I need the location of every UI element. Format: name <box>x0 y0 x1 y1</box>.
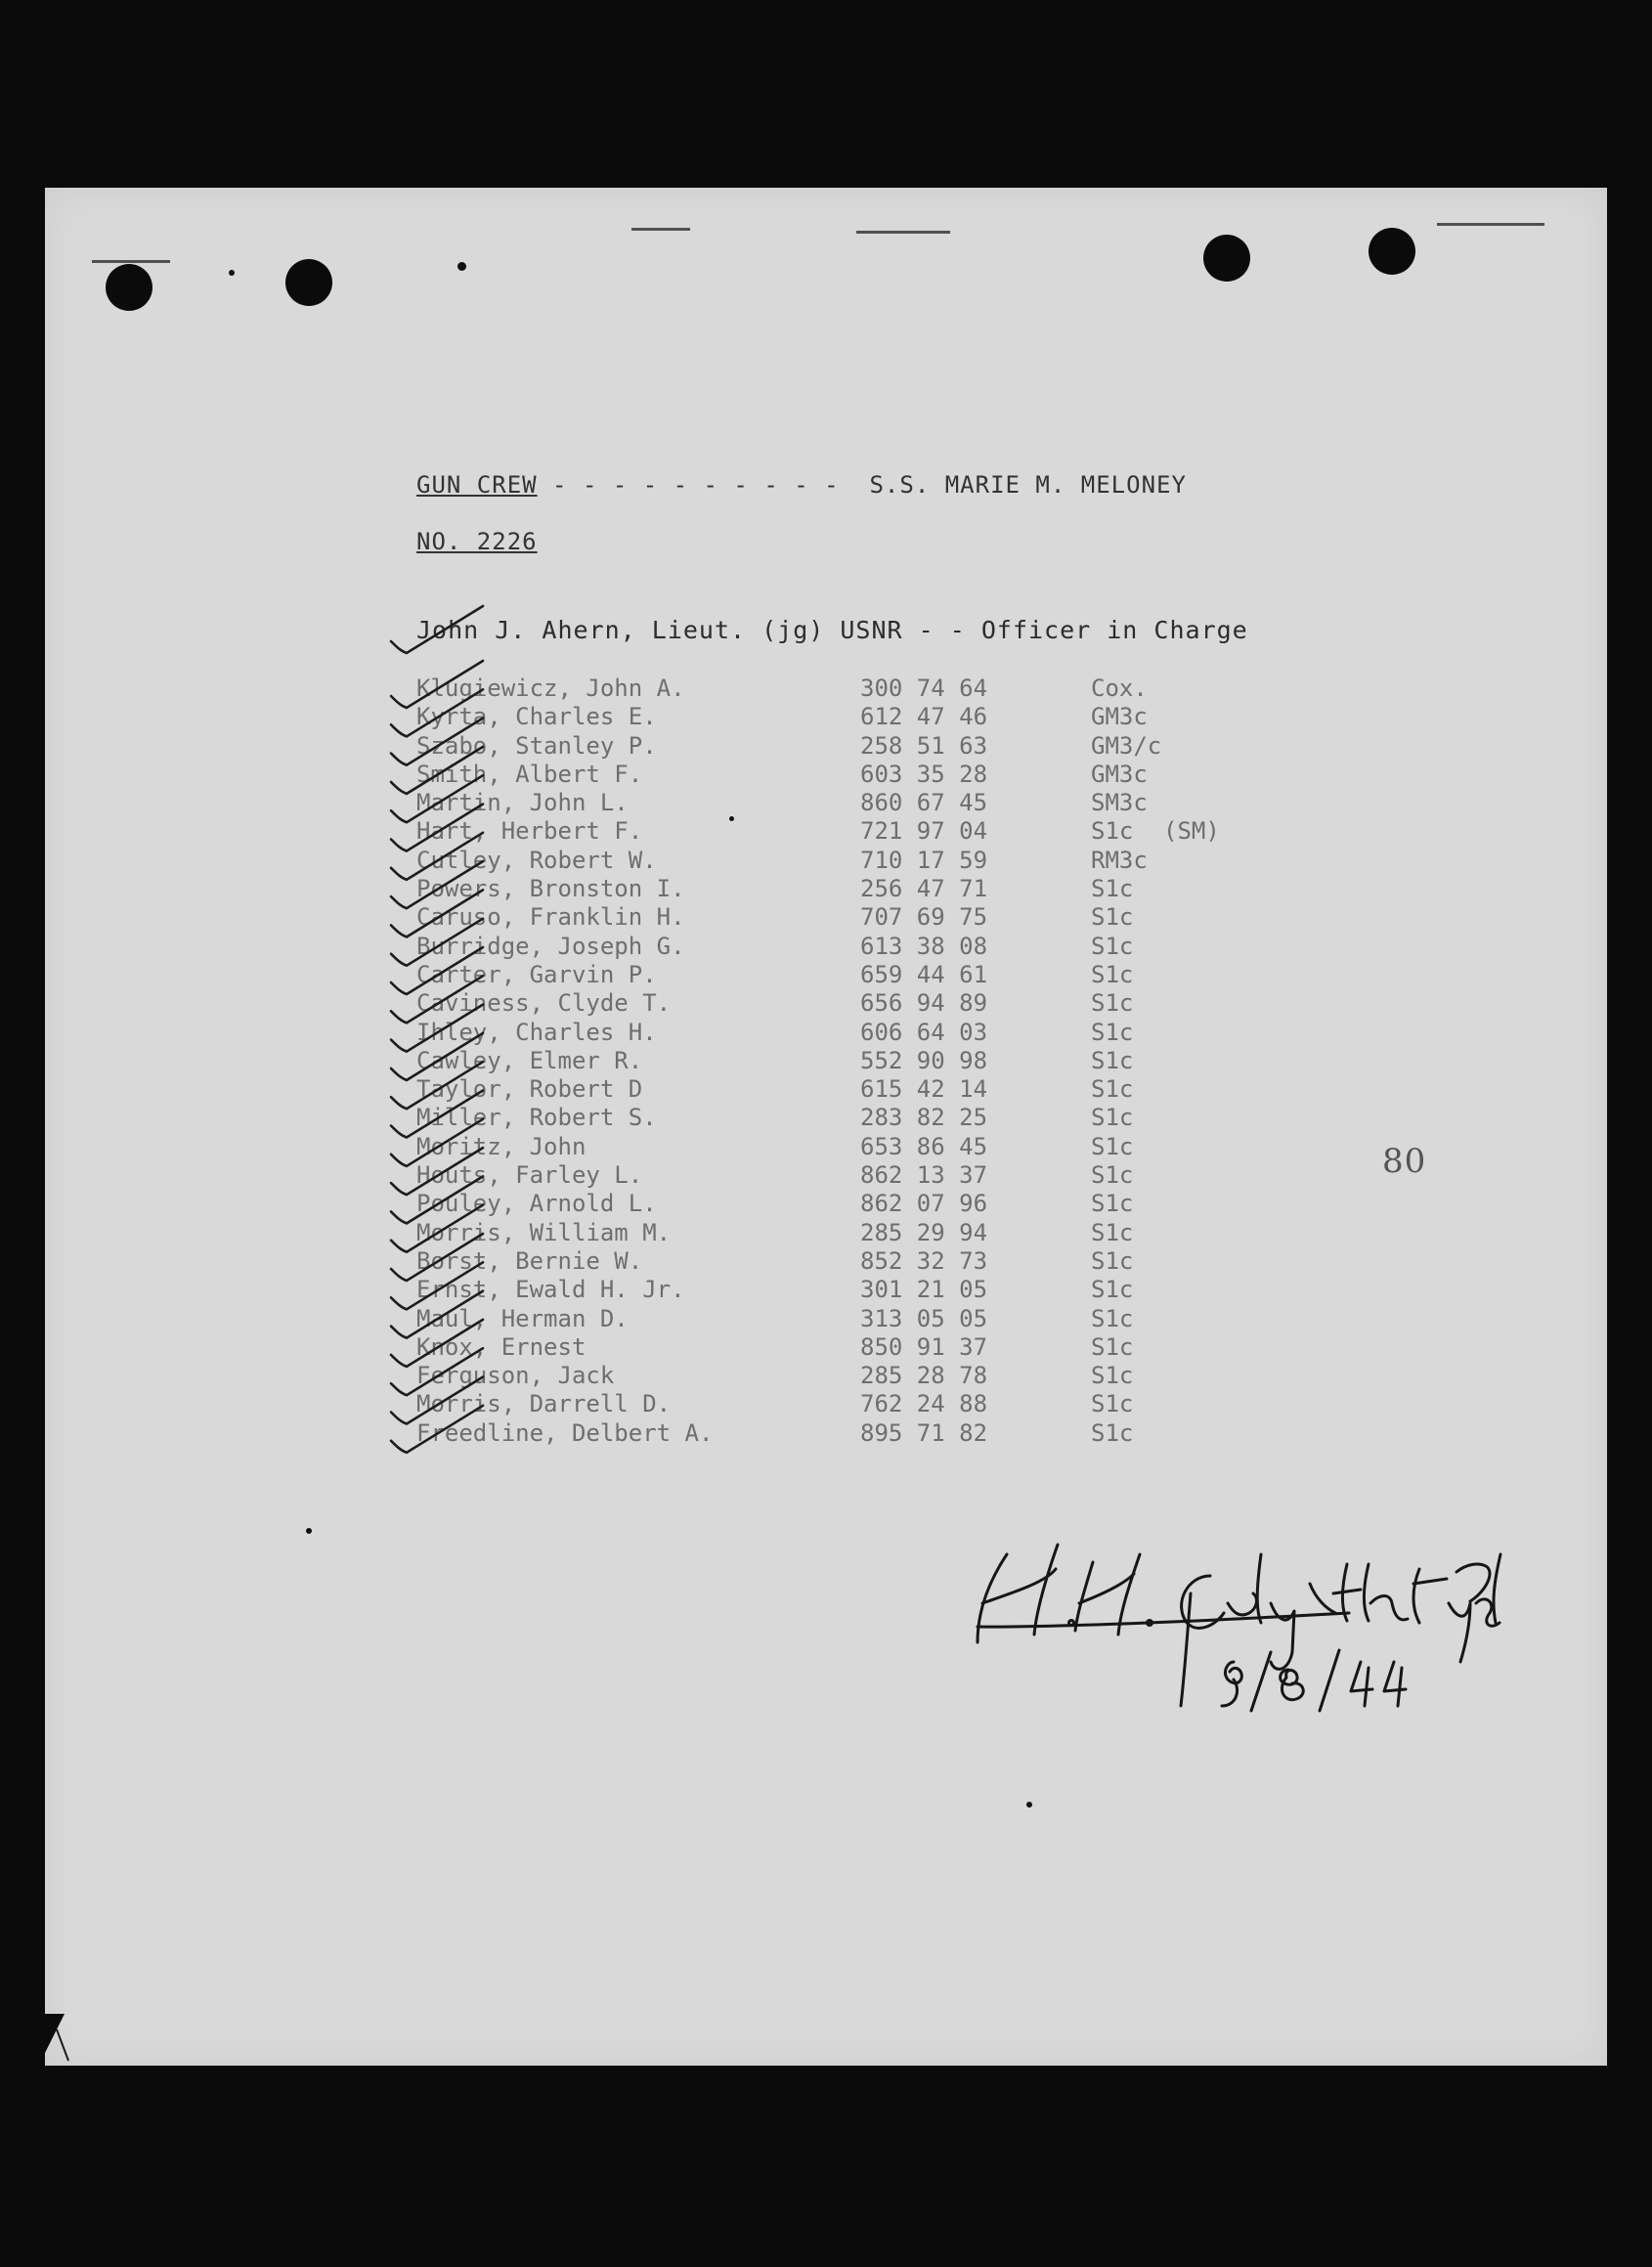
crew-name: Maul, Herman D. <box>416 1304 629 1332</box>
crew-rate: S1c <box>1091 960 1134 988</box>
crew-rate: S1c <box>1091 1190 1134 1218</box>
heading-gun-crew: GUN CREW <box>416 471 538 499</box>
crew-rate: S1c <box>1091 1332 1134 1361</box>
crew-service-number: 612 47 46 <box>860 703 988 731</box>
crew-rate: S1c <box>1091 1161 1134 1190</box>
crew-rate: S1c <box>1091 875 1134 903</box>
crew-service-number: 285 29 94 <box>860 1218 988 1246</box>
crew-name: Smith, Albert F. <box>416 760 643 788</box>
crew-service-number: 256 47 71 <box>860 875 988 903</box>
crew-rate: SM3c <box>1091 789 1148 817</box>
crew-name: Powers, Bronston I. <box>416 875 685 903</box>
crew-service-number: 860 67 45 <box>860 789 988 817</box>
crew-service-number: 313 05 05 <box>860 1304 988 1332</box>
crew-name: Houts, Farley L. <box>416 1161 643 1190</box>
crew-service-number: 852 32 73 <box>860 1246 988 1275</box>
crew-rate: S1c <box>1091 1246 1134 1275</box>
crew-rate: S1c <box>1091 1218 1134 1246</box>
crew-name: Ferguson, Jack <box>416 1362 615 1390</box>
crew-name: Miller, Robert S. <box>416 1104 657 1132</box>
crew-service-number: 656 94 89 <box>860 989 988 1018</box>
crew-name: Caviness, Clyde T. <box>416 989 672 1018</box>
crew-rate: GM3c <box>1091 703 1148 731</box>
crew-name: Carter, Garvin P. <box>416 960 657 988</box>
ink-speck <box>1026 1802 1032 1808</box>
crew-name: Taylor, Robert D <box>416 1075 643 1104</box>
crew-name: Morris, William M. <box>416 1218 672 1246</box>
crew-service-number: 850 91 37 <box>860 1332 988 1361</box>
crew-name: Cutley, Robert W. <box>416 846 657 874</box>
ink-speck <box>729 816 734 821</box>
crew-name: Morris, Darrell D. <box>416 1390 672 1418</box>
crew-name: Knox, Ernest <box>416 1332 587 1361</box>
crew-rate: S1c <box>1091 1390 1134 1418</box>
crew-service-number: 613 38 08 <box>860 932 988 960</box>
page-number: 80 <box>1382 1142 1427 1181</box>
crew-service-number: 285 28 78 <box>860 1362 988 1390</box>
crew-rate: S1c <box>1091 1104 1134 1132</box>
crew-name: Hart, Herbert F. <box>416 817 643 846</box>
crew-rate: S1c <box>1091 1046 1134 1074</box>
crew-service-number: 653 86 45 <box>860 1132 988 1160</box>
crew-name: Cawley, Elmer R. <box>416 1046 643 1074</box>
punch-hole <box>1203 235 1250 282</box>
crew-rate: S1c <box>1091 932 1134 960</box>
crew-rate: RM3c <box>1091 846 1148 874</box>
crew-service-number: 862 07 96 <box>860 1190 988 1218</box>
crew-rate: S1c <box>1091 1304 1134 1332</box>
ink-speck <box>306 1528 312 1534</box>
crew-rate: S1c <box>1091 1132 1134 1160</box>
ink-mark <box>856 231 950 234</box>
crew-service-number: 762 24 88 <box>860 1390 988 1418</box>
crew-name: Freedline, Delbert A. <box>416 1418 714 1447</box>
crew-name: Borst, Bernie W. <box>416 1246 643 1275</box>
ink-speck <box>457 262 466 271</box>
document-number: NO. 2226 <box>416 528 538 555</box>
crew-rate: S1c <box>1091 1018 1134 1046</box>
crew-rate: S1c <box>1091 1075 1134 1104</box>
crew-rate: S1c <box>1091 1418 1134 1447</box>
crew-rate: GM3c <box>1091 760 1148 788</box>
ink-mark <box>1437 223 1544 226</box>
crew-service-number: 895 71 82 <box>860 1418 988 1447</box>
crew-name: Caruso, Franklin H. <box>416 903 685 932</box>
crew-service-number: 707 69 75 <box>860 903 988 932</box>
officer-line: John J. Ahern, Lieut. (jg) USNR - - Officer in Charge <box>416 616 1248 644</box>
crew-service-number: 606 64 03 <box>860 1018 988 1046</box>
crew-service-number: 862 13 37 <box>860 1161 988 1190</box>
punch-hole <box>106 264 152 311</box>
crew-service-number: 300 74 64 <box>860 675 988 702</box>
crew-service-number: 552 90 98 <box>860 1046 988 1074</box>
punch-hole <box>1369 228 1415 275</box>
crew-rate: GM3/c <box>1091 731 1162 760</box>
crew-name: Ernst, Ewald H. Jr. <box>416 1276 685 1304</box>
crew-service-number: 603 35 28 <box>860 760 988 788</box>
crew-rate: S1c <box>1091 989 1134 1018</box>
crew-service-number: 258 51 63 <box>860 731 988 760</box>
crew-name: Martin, John L. <box>416 789 629 817</box>
crew-name: Ihley, Charles H. <box>416 1018 657 1046</box>
crew-service-number: 721 97 04 <box>860 817 988 846</box>
document-page <box>45 188 1607 2066</box>
crew-service-number: 283 82 25 <box>860 1104 988 1132</box>
crew-service-number: 710 17 59 <box>860 846 988 874</box>
crew-rate: S1c <box>1091 903 1134 932</box>
ink-speck <box>229 270 235 276</box>
crew-note: (SM) <box>1163 817 1220 846</box>
crew-service-number: 301 21 05 <box>860 1276 988 1304</box>
crew-name: Kyrta, Charles E. <box>416 703 657 731</box>
document-heading <box>416 471 1187 499</box>
punch-hole <box>285 259 332 306</box>
crew-service-number: 615 42 14 <box>860 1075 988 1104</box>
crew-name: Pouley, Arnold L. <box>416 1190 657 1218</box>
crew-name: Burridge, Joseph G. <box>416 932 685 960</box>
ink-mark <box>631 228 690 231</box>
heading-dashes: - - - - - - - - - - <box>537 471 870 499</box>
crew-rate: Cox. <box>1091 675 1148 702</box>
crew-rate: S1c <box>1091 1362 1134 1390</box>
crew-name: Moritz, John <box>416 1132 587 1160</box>
corner-fold <box>45 2014 104 2066</box>
crew-service-number: 659 44 61 <box>860 960 988 988</box>
crew-name: Szabo, Stanley P. <box>416 731 657 760</box>
crew-name: Klugiewicz, John A. <box>416 675 685 702</box>
heading-ship-name: S.S. MARIE M. MELONEY <box>869 471 1187 499</box>
crew-rate: S1c <box>1091 1276 1134 1304</box>
ink-mark <box>92 260 170 263</box>
crew-rate: S1c <box>1091 817 1134 846</box>
